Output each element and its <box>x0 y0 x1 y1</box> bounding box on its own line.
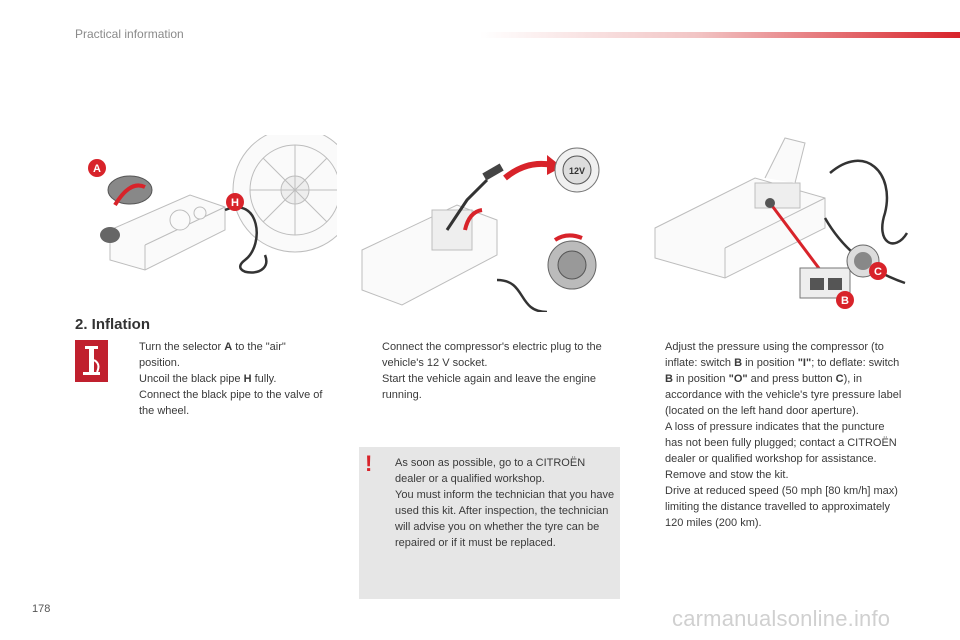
running-header: Practical information <box>75 27 184 41</box>
watermark: carmanualsonline.info <box>672 606 891 631</box>
header-accent-bar <box>480 32 960 38</box>
socket-label: 12V <box>568 166 586 176</box>
warning-icon: ! <box>365 451 373 476</box>
list-item: Remove and stow the kit. <box>665 469 789 481</box>
instructions-column-3 <box>645 339 903 531</box>
list-item: Start the vehicle again and leave the engine running. <box>382 373 597 401</box>
callout-c: C <box>874 266 882 278</box>
list-item: Connect the black pipe to the valve of the wheel. <box>139 389 323 417</box>
instructions-column-1 <box>119 339 329 419</box>
illustration-12v-socket <box>357 140 612 312</box>
callout-b: B <box>841 295 849 307</box>
list-item: Uncoil the black pipe H fully. <box>139 373 277 385</box>
list-item: Adjust the pressure using the compressor (to inflate: switch B in position "I"; to deflate: switch B in position "O" and press button C), in accordance with the vehicle's tyre pressure label (located on the left hand door aperture). <box>665 341 902 417</box>
list-item: Connect the compressor's electric plug to the vehicle's 12 V socket. <box>382 341 602 369</box>
instructions-column-2 <box>362 339 617 403</box>
list-item: Drive at reduced speed (50 mph [80 km/h] max) limiting the distance travelled to approximately 120 miles (200 km). <box>665 485 898 529</box>
warning-paragraph: You must inform the technician that you have used this kit. After inspection, the technician will advise you on whether the tyre can be repaired or if it must be replaced. <box>395 489 615 549</box>
callout-a: A <box>93 163 101 175</box>
warning-text <box>395 455 615 551</box>
illustration-compressor-wheel <box>75 135 337 295</box>
warning-paragraph: As soon as possible, go to a CITROËN dealer or a qualified workshop. <box>395 457 586 485</box>
illustration-compressor-buttons <box>645 133 910 313</box>
inflation-icon <box>75 340 108 382</box>
section-title: 2. Inflation <box>75 316 150 333</box>
page-number: 178 <box>32 603 51 615</box>
pressure-loss-note: A loss of pressure indicates that the puncture has not been fully plugged; contact a CITROËN dealer or qualified workshop for assistance. <box>665 421 897 465</box>
callout-h: H <box>231 197 239 209</box>
list-item: Turn the selector A to the "air" position. <box>139 341 286 369</box>
